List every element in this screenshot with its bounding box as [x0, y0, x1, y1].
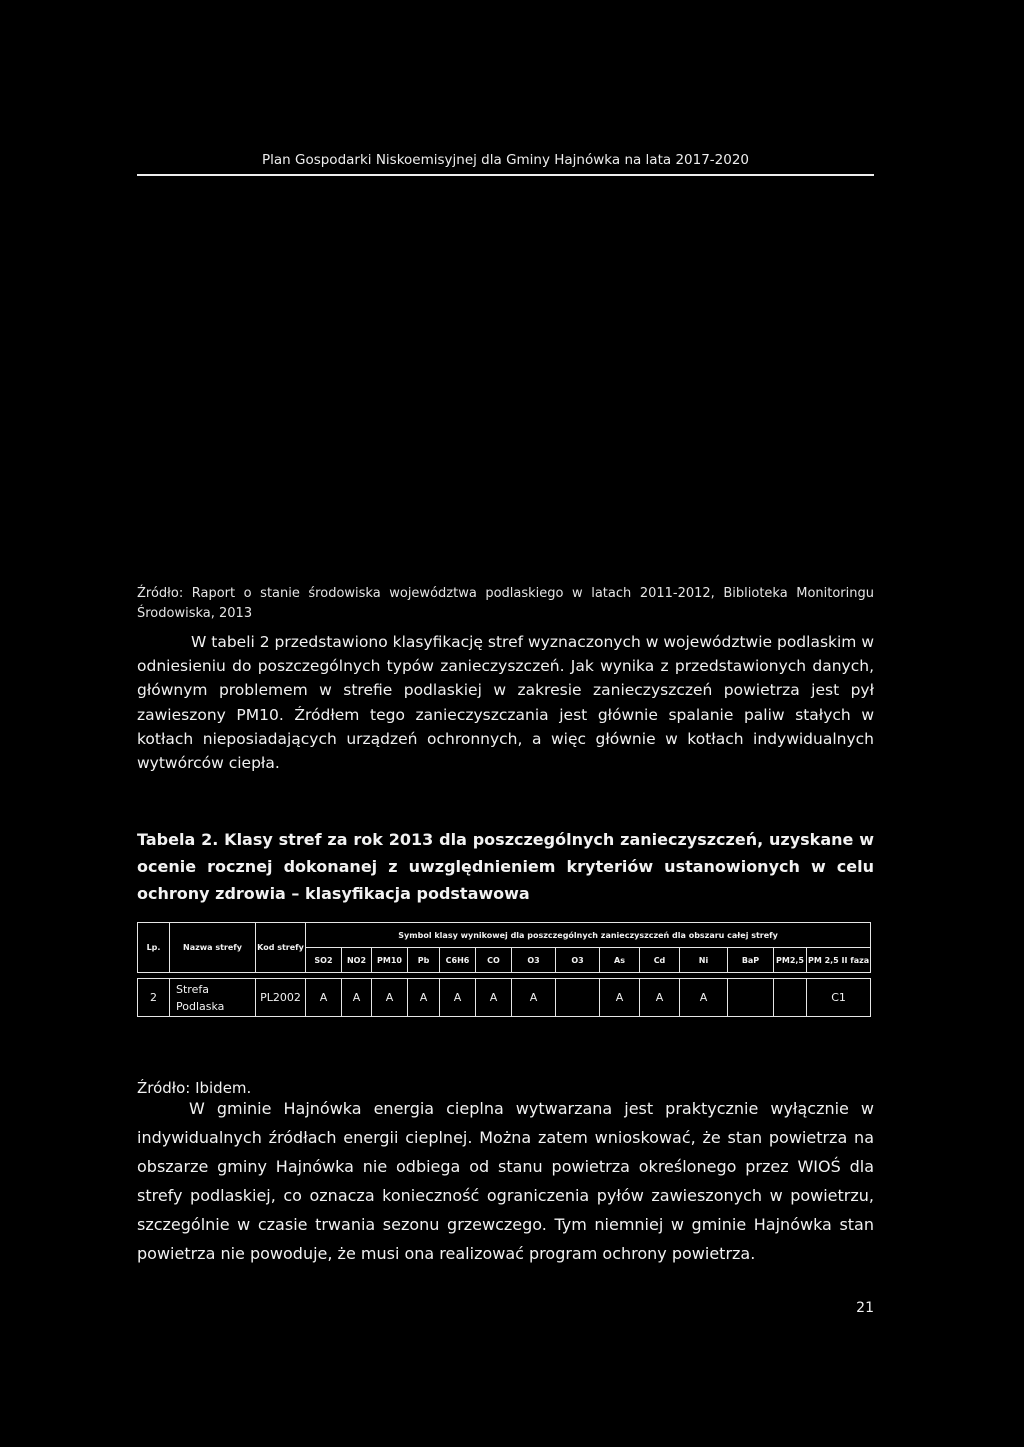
- header-pollutant: Ni: [680, 948, 728, 973]
- header-pollutant: BaP: [728, 948, 774, 973]
- cell-class: A: [408, 979, 440, 1017]
- header-pollutant: Cd: [640, 948, 680, 973]
- header-pollutant: As: [600, 948, 640, 973]
- table-caption: Tabela 2. Klasy stref za rok 2013 dla poszczególnych zanieczyszczeń, uzyskane w ocenie rocznej dokonanej z uwzględnieniem kryteriów ustanowionych w celu ochrony zdrowia – klasyfikacja podstawowa: [137, 830, 874, 903]
- cell-class: A: [640, 979, 680, 1017]
- header-zone-name: Nazwa strefy: [170, 923, 256, 973]
- cell-lp: 2: [138, 979, 170, 1017]
- cell-class: [774, 979, 807, 1017]
- table-row: [138, 979, 871, 1017]
- cell-class: [728, 979, 774, 1017]
- paragraph-2-text: W gminie Hajnówka energia cieplna wytwarzana jest praktycznie wyłącznie w indywidualnych źródłach energii cieplnej. Można zatem wnioskować, że stan powietrza na obszarze gminy Hajnówka nie odbiega od stanu powietrza określonego przez WIOŚ dla strefy podlaskiej, co oznacza konieczność ograniczenia pyłów zawieszonych w powietrzu, szczególnie w czasie trwania sezonu grzewczego. Tym niemniej w gminie Hajnówka stan powietrza nie powoduje, że musi ona realizować program ochrony powietrza.: [137, 1099, 874, 1263]
- header-pollutant: O3: [512, 948, 556, 973]
- document-title: Plan Gospodarki Niskoemisyjnej dla Gminy Hajnówka na lata 2017-2020: [261, 152, 750, 168]
- cell-class: A: [306, 979, 342, 1017]
- header-pollutant: CO: [476, 948, 512, 973]
- cell-class: A: [372, 979, 408, 1017]
- header-rule: [137, 174, 874, 176]
- header-pollutant: PM2,5: [774, 948, 807, 973]
- header-zone-code: Kod strefy: [256, 923, 306, 973]
- cell-zone-code: PL2002: [256, 979, 306, 1017]
- paragraph-1-text: W tabeli 2 przedstawiono klasyfikację stref wyznaczonych w województwie podlaskim w odniesieniu do poszczególnych typów zanieczyszczeń. Jak wynika z przedstawionych danych, głównym problemem w strefie podlaskiej w zakresie zanieczyszczeń powietrza jest pył zawieszony PM10. Źródłem tego zanieczyszczania jest głównie spalanie paliw stałych w kotłach nieposiadających urządzeń ochronnych, a więc głównie w kotłach indywidualnych wytwórców ciepła.: [137, 633, 875, 773]
- cell-class: A: [512, 979, 556, 1017]
- header-pollutant: NO2: [342, 948, 372, 973]
- cell-class: A: [600, 979, 640, 1017]
- header-pollutant: C6H6: [440, 948, 476, 973]
- cell-class: A: [440, 979, 476, 1017]
- header-pollutant: PM10: [372, 948, 408, 973]
- header-lp: Lp.: [138, 923, 170, 973]
- header-pollutant: O3: [556, 948, 600, 973]
- cell-class: A: [342, 979, 372, 1017]
- cell-zone-name: Strefa Podlaska: [170, 979, 256, 1017]
- source-note-2: Źródło: Ibidem.: [137, 1079, 252, 1097]
- cell-class: [556, 979, 600, 1017]
- header-pollutant: Pb: [408, 948, 440, 973]
- source-note-1: Źródło: Raport o stanie środowiska województwa podlaskiego w latach 2011-2012, Biblioteka Monitoringu Środowiska, 2013: [137, 586, 874, 621]
- cell-class: A: [476, 979, 512, 1017]
- page-number: 21: [856, 1300, 874, 1316]
- header-class-symbol: Symbol klasy wynikowej dla poszczególnych zanieczyszczeń dla obszaru całej strefy: [306, 923, 871, 948]
- zone-classification-table: [137, 922, 871, 1017]
- cell-class: A: [680, 979, 728, 1017]
- cell-class: C1: [807, 979, 871, 1017]
- header-pollutant: PM 2,5 II faza: [807, 948, 871, 973]
- paragraph-1: [137, 630, 874, 775]
- header-pollutant: SO2: [306, 948, 342, 973]
- paragraph-2: [137, 1094, 874, 1268]
